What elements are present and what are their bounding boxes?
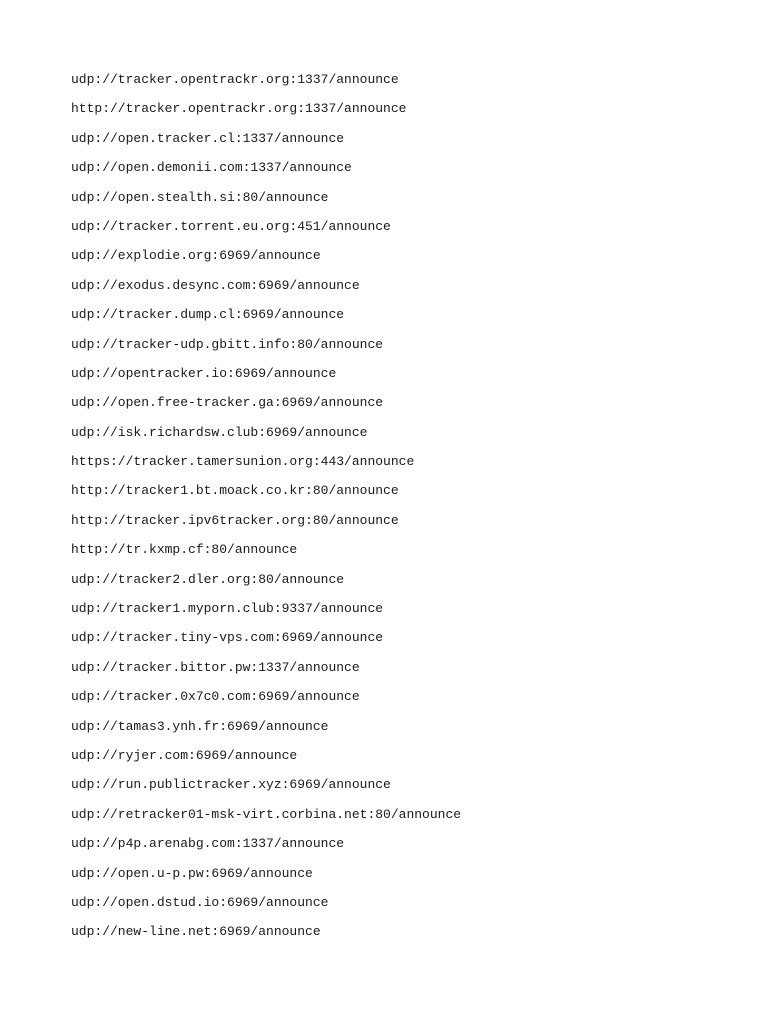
tracker-url: http://tracker.ipv6tracker.org:80/announce (71, 512, 399, 528)
tracker-url: udp://explodie.org:6969/announce (71, 248, 321, 264)
tracker-url: udp://run.publictracker.xyz:6969/announce (71, 777, 391, 793)
tracker-url: udp://tracker.dump.cl:6969/announce (71, 307, 345, 323)
tracker-url: udp://tracker2.dler.org:80/announce (71, 571, 345, 587)
tracker-url: udp://exodus.desync.com:6969/announce (71, 277, 360, 293)
tracker-url: udp://tracker-udp.gbitt.info:80/announce (71, 336, 384, 352)
tracker-url: udp://new-line.net:6969/announce (71, 924, 321, 940)
tracker-url: udp://tracker.0x7c0.com:6969/announce (71, 689, 360, 705)
tracker-url: udp://open.u-p.pw:6969/announce (71, 865, 313, 881)
tracker-url: udp://tracker.opentrackr.org:1337/announce (71, 72, 399, 87)
tracker-url: udp://tamas3.ynh.fr:6969/announce (71, 718, 329, 734)
tracker-url: udp://ryjer.com:6969/announce (71, 747, 298, 763)
tracker-url: https://tracker.tamersunion.org:443/announce (71, 454, 415, 470)
tracker-url: udp://retracker01-msk-virt.corbina.net:80/announce (71, 806, 462, 822)
tracker-list (71, 71, 461, 953)
tracker-url: udp://open.tracker.cl:1337/announce (71, 130, 345, 146)
tracker-url: udp://open.free-tracker.ga:6969/announce (71, 395, 384, 411)
tracker-url: udp://isk.richardsw.club:6969/announce (71, 424, 368, 440)
tracker-url: udp://opentracker.io:6969/announce (71, 365, 337, 381)
tracker-url: http://tr.kxmp.cf:80/announce (71, 542, 298, 558)
tracker-url: udp://p4p.arenabg.com:1337/announce (71, 836, 345, 852)
tracker-url: udp://open.demonii.com:1337/announce (71, 160, 352, 176)
tracker-url: udp://tracker.torrent.eu.org:451/announce (71, 218, 391, 234)
tracker-url: udp://open.dstud.io:6969/announce (71, 894, 329, 910)
tracker-url: udp://tracker.bittor.pw:1337/announce (71, 659, 360, 675)
tracker-url: http://tracker.opentrackr.org:1337/announce (71, 101, 407, 117)
tracker-url: udp://tracker.tiny-vps.com:6969/announce (71, 630, 384, 646)
tracker-url: http://tracker1.bt.moack.co.kr:80/announce (71, 483, 399, 499)
tracker-url: udp://open.stealth.si:80/announce (71, 189, 329, 205)
tracker-url: udp://tracker1.myporn.club:9337/announce (71, 601, 384, 617)
